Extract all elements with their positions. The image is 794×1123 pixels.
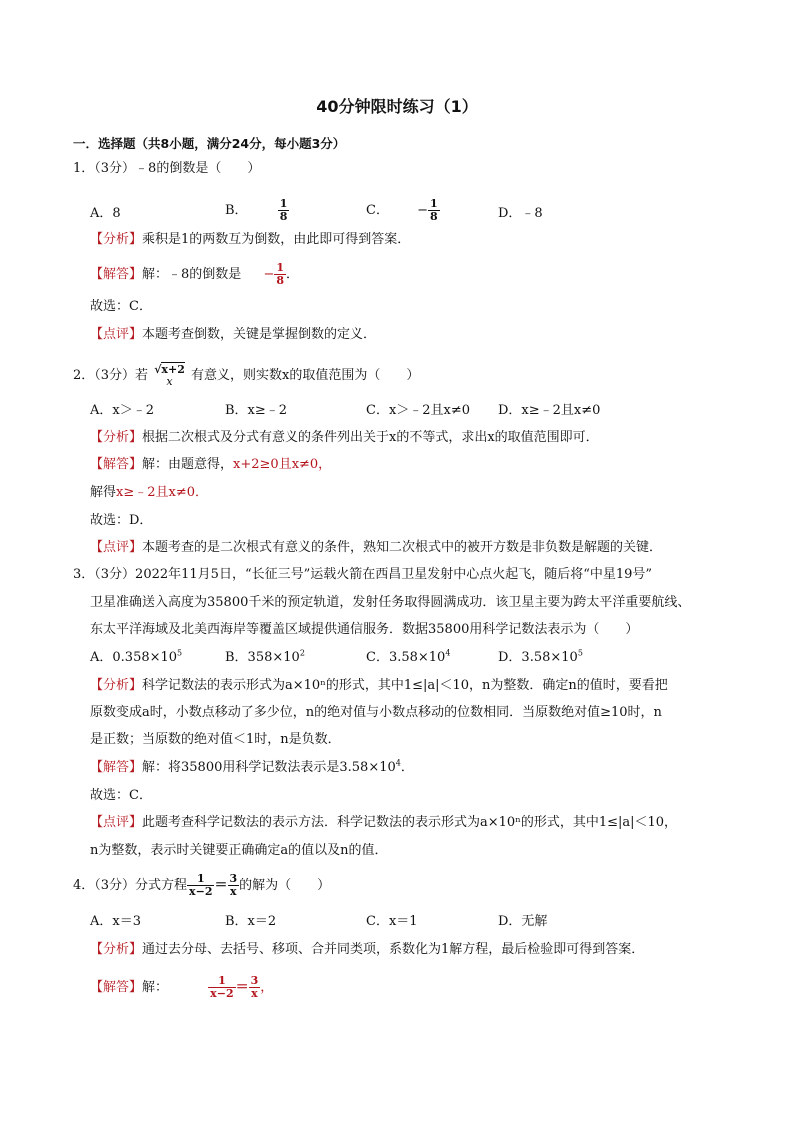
analysis-tag: 【分析】 bbox=[90, 232, 143, 247]
q2-radical-fraction bbox=[152, 364, 187, 388]
q2-option-c: C．x＞﹣2且x≠0 bbox=[366, 403, 471, 418]
option-text: D．3.58×10 bbox=[498, 650, 578, 665]
q3-option-b bbox=[225, 649, 305, 667]
q4-answer bbox=[90, 968, 273, 1008]
q2-stem-prefix: 2．（3分）若 bbox=[73, 368, 149, 383]
q3-option-c bbox=[366, 649, 450, 667]
q1-option-b-fraction bbox=[278, 198, 290, 223]
q4-analysis bbox=[90, 941, 644, 959]
fraction-denominator: x−2 bbox=[189, 885, 213, 898]
answer-text: 解： bbox=[142, 980, 169, 995]
comment-tag: 【点评】 bbox=[90, 327, 143, 342]
fraction-denominator: x bbox=[251, 987, 258, 1000]
page-title: 40分钟限时练习（1） bbox=[316, 97, 478, 116]
q2-analysis bbox=[90, 429, 599, 447]
answer-text: 解：将35800用科学记数法表示是3.58×10 bbox=[142, 760, 396, 775]
q3-analysis-line-2: 原数变成a时，小数点移动了多少位，n的绝对值与小数点移动的位数相同．当原数绝对值≥10时，n bbox=[90, 705, 662, 720]
q1-option-b-label: B． bbox=[225, 203, 248, 218]
answer-tag: 【解答】 bbox=[90, 760, 143, 775]
radicand: x+2 bbox=[161, 362, 185, 376]
q2-choice: 故选：D． bbox=[90, 513, 153, 528]
fraction-numerator: 3 bbox=[229, 872, 238, 885]
minus-sign: − bbox=[263, 267, 275, 282]
minus-sign: − bbox=[417, 203, 428, 218]
q3-choice: 故选：C． bbox=[90, 788, 152, 803]
q2-answer-line-2 bbox=[90, 484, 208, 502]
q2-answer-line-1 bbox=[90, 456, 331, 474]
equals-sign: ＝ bbox=[235, 980, 249, 995]
q4-answer-right-fraction bbox=[249, 975, 261, 1000]
option-text: B．358×10 bbox=[225, 650, 300, 665]
exponent: 4 bbox=[445, 648, 451, 658]
equals-sign: ＝ bbox=[214, 878, 228, 893]
fraction-numerator: 1 bbox=[279, 197, 288, 210]
q3-analysis-line-3: 是正数；当原数的绝对值＜1时，n是负数． bbox=[90, 732, 341, 747]
q1-choice: 故选：C． bbox=[90, 299, 152, 314]
answer-end: ， bbox=[260, 980, 274, 995]
q3-comment-line-1 bbox=[90, 814, 677, 832]
comment-tag: 【点评】 bbox=[90, 540, 143, 555]
fraction-denominator: 8 bbox=[430, 210, 438, 223]
fraction-denominator: x bbox=[166, 374, 173, 388]
fraction-numerator: 1 bbox=[218, 974, 226, 987]
section-heading: 一．选择题（共8小题，满分24分，每小题3分） bbox=[73, 136, 346, 151]
comment-text: 本题考查的是二次根式有意义的条件，熟知二次根式中的被开方数是非负数是解题的关键． bbox=[142, 540, 663, 555]
q1-answer bbox=[90, 260, 299, 290]
answer-text: 解得 bbox=[90, 485, 117, 500]
q4-answer-left-fraction bbox=[208, 975, 235, 1000]
q2-stem-suffix: 有意义，则实数x的取值范围为（ ） bbox=[191, 368, 420, 383]
answer-end: ． bbox=[400, 760, 414, 775]
q2-option-b: B．x≥﹣2 bbox=[225, 403, 288, 418]
q4-option-a: A．x＝3 bbox=[90, 914, 141, 929]
q4-option-b: B．x＝2 bbox=[225, 914, 277, 929]
q1-option-a: A．8 bbox=[90, 206, 121, 221]
q4-option-c: C．x＝1 bbox=[366, 914, 418, 929]
q1-comment bbox=[90, 326, 376, 344]
exponent: 4 bbox=[395, 758, 401, 768]
q1-option-d: D．﹣8 bbox=[498, 206, 543, 221]
answer-condition: x+2≥0且x≠0， bbox=[233, 457, 332, 472]
exponent: 5 bbox=[577, 648, 583, 658]
answer-text: 解：由题意得， bbox=[142, 457, 234, 472]
q3-comment-line-2: n为整数，表示时关键要正确确定a的值以及n的值． bbox=[90, 843, 388, 858]
q2-option-a: A．x＞﹣2 bbox=[90, 403, 154, 418]
fraction-numerator: 1 bbox=[276, 261, 284, 274]
option-text: A．0.358×10 bbox=[90, 650, 178, 665]
q4-stem-prefix: 4．（3分）分式方程 bbox=[73, 878, 188, 893]
option-text: C．3.58×10 bbox=[366, 650, 446, 665]
q3-analysis-line-1 bbox=[90, 677, 668, 695]
fraction-numerator: 1 bbox=[196, 872, 205, 885]
question-3-stem-line-3: 东太平洋海域及北美西海岸等覆盖区域提供通信服务．数据35800用科学记数法表示为（ ） bbox=[90, 622, 639, 637]
answer-text: 解：﹣8的倒数是 bbox=[142, 267, 242, 282]
comment-tag: 【点评】 bbox=[90, 815, 143, 830]
q3-answer bbox=[90, 759, 414, 777]
radical: √x+2 bbox=[154, 362, 185, 376]
comment-text: 此题考查科学记数法的表示方法．科学记数法的表示形式为a×10ⁿ的形式，其中1≤|a|＜10， bbox=[142, 815, 678, 830]
comment-text: 本题考查倒数，关键是掌握倒数的定义． bbox=[142, 327, 377, 342]
q1-analysis bbox=[90, 231, 410, 249]
analysis-tag: 【分析】 bbox=[90, 430, 143, 445]
answer-tag: 【解答】 bbox=[90, 267, 143, 282]
q1-option-c-label: C． bbox=[366, 203, 389, 218]
exponent: 2 bbox=[299, 648, 305, 658]
q4-option-d: D．无解 bbox=[498, 914, 548, 929]
answer-end: ． bbox=[286, 267, 300, 282]
q2-option-d: D．x≥﹣2且x≠0 bbox=[498, 403, 601, 418]
analysis-tag: 【分析】 bbox=[90, 678, 143, 693]
fraction-denominator: x−2 bbox=[210, 987, 234, 1000]
q1-answer-fraction bbox=[274, 262, 286, 287]
question-4-stem bbox=[73, 866, 330, 906]
q4-left-fraction bbox=[187, 873, 214, 898]
fraction-denominator: 8 bbox=[279, 210, 288, 223]
q1-option-c-fraction bbox=[428, 198, 440, 223]
answer-result: x≥﹣2且x≠0． bbox=[116, 485, 209, 500]
q3-option-d bbox=[498, 649, 583, 667]
analysis-text: 根据二次根式及分式有意义的条件列出关于x的不等式，求出x的取值范围即可． bbox=[142, 430, 599, 445]
answer-tag: 【解答】 bbox=[90, 980, 143, 995]
q1-option-b bbox=[225, 190, 289, 232]
analysis-text: 通过去分母、去括号、移项、合并同类项，系数化为1解方程，最后检验即可得到答案． bbox=[142, 942, 645, 957]
fraction-denominator: 8 bbox=[276, 274, 284, 287]
q4-stem-suffix: 的解为（ ） bbox=[239, 878, 331, 893]
question-3-stem-line-1: 3．（3分）2022年11月5日，“长征三号”运载火箭在西昌卫星发射中心点火起飞，随后将“中星19号” bbox=[73, 567, 653, 582]
fraction-denominator: x bbox=[230, 885, 237, 898]
q4-right-fraction bbox=[228, 873, 240, 898]
q3-option-a bbox=[90, 649, 182, 667]
fraction-numerator: 1 bbox=[430, 197, 438, 210]
answer-tag: 【解答】 bbox=[90, 457, 143, 472]
fraction-numerator: 3 bbox=[250, 974, 259, 987]
exponent: 5 bbox=[177, 648, 183, 658]
q2-comment bbox=[90, 539, 662, 557]
q1-option-c bbox=[366, 190, 440, 232]
question-2-stem bbox=[73, 356, 419, 396]
analysis-tag: 【分析】 bbox=[90, 942, 143, 957]
analysis-text: 乘积是1的两数互为倒数，由此即可得到答案． bbox=[142, 232, 411, 247]
analysis-text: 科学记数法的表示形式为a×10ⁿ的形式，其中1≤|a|＜10，n为整数．确定n的值时，要看把 bbox=[142, 678, 668, 693]
question-1-stem: 1．（3分）﹣8的倒数是（ ） bbox=[73, 161, 261, 176]
question-3-stem-line-2: 卫星准确送入高度为35800千米的预定轨道，发射任务取得圆满成功．该卫星主要为跨太平洋重要航线、 bbox=[90, 595, 691, 610]
